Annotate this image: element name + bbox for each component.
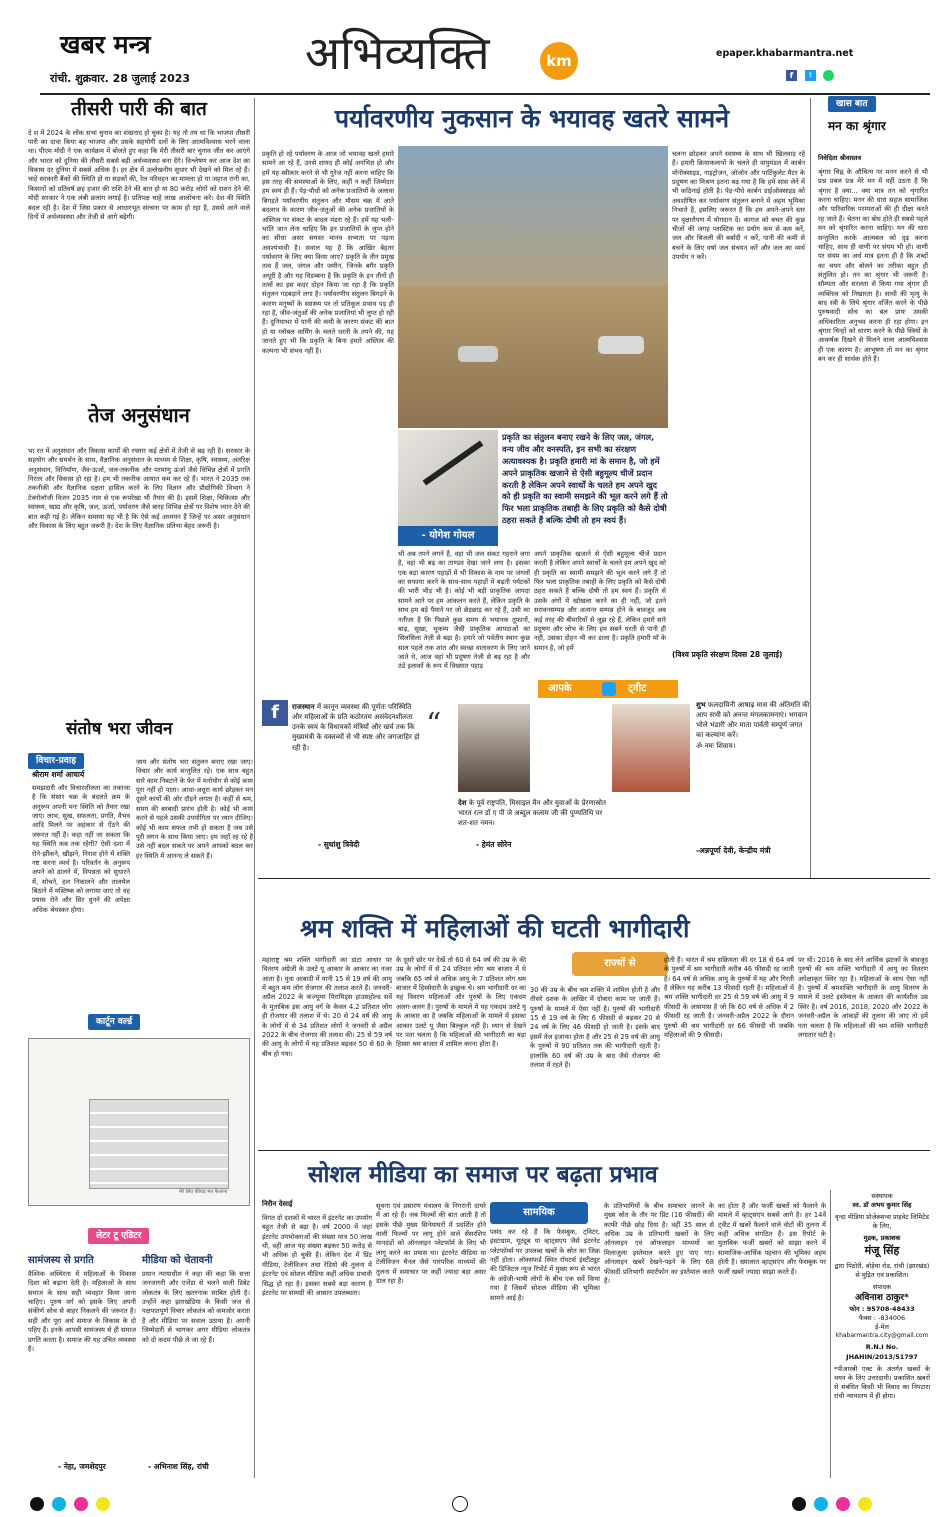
social-tag bbox=[490, 1202, 588, 1224]
car-shape-2 bbox=[598, 336, 644, 354]
whatsapp-icon[interactable] bbox=[823, 70, 834, 81]
reg-dot-black bbox=[30, 1497, 44, 1511]
imprint-email[interactable]: khabarmantra.city@gmail.com bbox=[835, 1332, 929, 1340]
twitter-icon bbox=[602, 682, 616, 696]
imprint-email-label: ई-मेल bbox=[875, 1322, 889, 1331]
social-tag-label: सामयिक bbox=[523, 1207, 555, 1218]
flood-water bbox=[398, 286, 668, 428]
registration-crosshair bbox=[452, 1496, 468, 1512]
sidebar bbox=[814, 96, 930, 876]
main-col-4: चलना छोड़कर अपने स्वास्थ्य के साथ भी खिलवाड़ रहे हैं। हमारी क्रियाकलापों के चलते ही वायुमंडल में कार्बन मोनोक्साइड, नाइट्रोजन, ओजोन और पार्टिकुलेट मैटर के प्रदूषण का मिश्रण इतना बढ़ गया है कि हमें सांस लेने में भी कठिनाई होती है। पेड़-पौधे कार्बन डाईऑक्साइड को अवशोषित कर पर्यावरण संतुलन बनाने में अहम भूमिका निभाते हैं, इसलिए जरूरत है कि हम अपने-अपने स्तर पर वृक्षारोपण में योगदान दें। कागज को बचत की कुछ चीजों की जगह प्लास्टिक का प्रयोग कम से कम करें, जल और बिजली की बर्बादी न करें, पानी की कमी से बचने के लिए वर्षा जल संचयन करें और जल का व्यर्थ उपयोग न करें। bbox=[672, 150, 805, 261]
imprint-editor-label: संपादक bbox=[872, 1283, 892, 1292]
imprint-printer-label: मुद्रक, प्रकाशक bbox=[863, 1234, 901, 1243]
tweet-banner-left: आपके bbox=[548, 683, 572, 694]
women-tag-label: राज्यों से bbox=[604, 958, 636, 969]
imprint bbox=[834, 1192, 930, 1401]
women-rule bbox=[258, 878, 930, 879]
reg-dot-magenta bbox=[74, 1497, 88, 1511]
reg-dot-cyan bbox=[52, 1497, 66, 1511]
letter-2-body: प्रधान न्यायाधीश ने कहा की कहा कि सत्ता जनजागरी और एजेंडा से चलने वाली डिबेट लोकतंत्र के लिए खतरनाक साबित होती है। उन्होंने कहा झारखंडिया के किसी जज से पक्षपातपूर्ण विचार लोकतंत्र को कमजोर करता है और मीडिया पर सवाल उठाया है। अपनी जिम्मेदारी से भागकर अगर मीडिया लोकतंत्र को दो कदम पीछे ले जा रहे हैं। bbox=[142, 1270, 250, 1344]
registration-marks-right bbox=[792, 1497, 880, 1514]
quote-mark: “ bbox=[426, 707, 442, 742]
sidebar-author: निवेदिता श्रीवास्तव bbox=[818, 154, 862, 162]
women-col-5: पर थी। 2016 के बाद लेने आर्थिक झटकों के बावजूद पुरुषों की श्रम शक्ति भागीदारी में आयु का वितरण अपेक्षाकृत स्थिर रहा है। महिलाओं के साथ ऐसा नहीं है। पुरुषों में श्रमशक्ति भागीदारी के आयु वितरण के मामले में उलटे इस्तेमाल के आकार की कार्यशील उम्र स्थिर है। वर्ष 2016, 2018, 2020 और 2022 के जनवरी-अप्रैल के आंकड़ों की तुलना की जाए तो हमें पता चलता है कि महिलाओं की श्रम शक्ति भागीदारी लगातार घटी है। bbox=[798, 956, 928, 1039]
tweet-3-extra: ॐ नमः शिवाय। bbox=[696, 741, 736, 750]
social-col-3: पसंद कर रहे हैं कि फेसबुक, ट्विटर, इंस्टाग्राम, यूट्यूब या व्हाट्सएप जैसे इंटरनेट प्लेटफॉर्म्स पर उपलब्ध खबरें के स्रोत का जिक्र नहीं होता। ऑक्सफर्ड स्थित रॉयटर्स इंस्टीट्यूट की डिजिटल न्यूज रिपोर्ट में मुख्य रूप से भारत के अंग्रेजी-भाषी लोगों के बीच एक सर्वे किया गया है जिसमें सोशल मीडिया की भूमिका सामने आई है। bbox=[490, 1228, 600, 1302]
main-author-bar bbox=[398, 526, 498, 546]
tweet-2-author: - हेमंत सोरेन bbox=[476, 840, 512, 849]
letter-1-body: वैश्विक अस्थिरता में महिलाओं के विकास दिशा को बढ़ाना देती है। महिलाओं के साथ समाज के साथ सही व्यवहार किया जाना चाहिए। पुरुष वर्ग को इसके लिए अपनी संकीर्ण सोच से बाहर निकलने की जरूरत है। सही और पूरा अर्थ समाज के विकास के दो पहिए हैं। इनके आपसी सामंजस्य से ही समाज प्रगति करता है। समाज की यह उचित व्यवस्था है। bbox=[28, 1270, 136, 1353]
imprint-editor: अविनाश ठाकुर* bbox=[855, 1293, 909, 1304]
research-body: भा रत में अनुसंधान और विकास कार्यों की रफ्तार कई क्षेत्रों में तेजी से बढ़ रही है। सरकार के सहयोग और समर्थन के साथ, वैज्ञानिक अनुसंधान के माध्यम से शिक्षा, कृषि, स्वास्थ्य, अंतरिक्ष अनुसंधान, विनिर्माण, जैव-ऊर्जा, जल-तकनीक और परमाणु ऊर्जा जैसे विभिन्न क्षेत्रों में प्रगति निरंतर और विकास हो रहा है। हम भी तकनीक आयात कम कर रहे हैं। भारत ने 2035 तक तकनीकी और वैज्ञानिक दक्षता हासिल करने के लिए विज्ञान और प्रौद्योगिकी विभाग ने टेक्नोलॉजी विजन 2035 नाम से एक रूपरेखा भी तैयार की है। इसमें शिक्षा, चिकित्सा और स्वास्थ्य, खाद्य और कृषि, जल, ऊर्जा, पर्यावरण जैसे बारह विभिन्न क्षेत्रों पर विशेष ध्यान देने की बात कही गई है। लेकिन समस्या यह भी है कि ऐसे कई अध्ययन हैं जिन्हें पर असर अनुसंधान और विकास के लिए बहुत जरूरी है। देश के लिए वैज्ञानिक प्रतिभा बेहद जरूरी है। bbox=[28, 447, 250, 530]
women-col-1: महाराष्ट्र श्रम शक्ति भागीदारी का डाटा आधार पर वितरण अंग्रेजी के उलटे यू आकार के आकार का नजर आता है। युवा आबादी में यानी 15 से 19 वर्ष की आयु में बहुत कम लोग रोजगार की तलाश करते हैं। जनवरी-अप्रैल 2022 के कंज्यूमर पिरामिड्स हाउसहोल्ड सर्वे के मुताबिक इस आयु वर्ग के केवल 4.2 प्रतिशत लोग ही रोजगार की तलाश में थे। 20 से 24 वर्ष की आयु के लोगों में से 34 प्रतिशत लोगों ने जनवरी से अप्रैल 2022 के बीच रोजगार की तलाश की। 25 से 59 वर्ष की आयु के लोगों में यह प्रतिशत बढ़कर 50 से 60 के बीच हो गया। bbox=[262, 956, 392, 1058]
tweet-3-handle: शुभ bbox=[696, 701, 706, 709]
tweet-1-text: में कानून व्यवस्था की पूर्णतः परिस्थिति और महिलाओं के प्रति कठोरतम असंवेदनशीलता उनके स्वयं के विधायकों मंत्रियों और खर्च तक कि मुख्यमंत्री के वक्तव्यों से भी स्पष्ट और जगजाहिर हो रही है। bbox=[292, 703, 420, 752]
social-headline: सोशल मीडिया का समाज पर बढ़ता प्रभाव bbox=[308, 1162, 658, 1188]
santosh-headline: संतोष भरा जीवन bbox=[66, 719, 173, 739]
cartoon-image bbox=[28, 1038, 250, 1206]
research bbox=[28, 395, 250, 715]
letter-2-author: - अभिनाश सिंह, रांची bbox=[148, 1462, 209, 1471]
women-col-3: 30 की उम्र के बीच श्रम शक्ति में शामिल होती है और तीसरे दशक के आखिर में दोबारा काम पर जाती हैं। पुरुषों के मामले में ऐसा नहीं है। पुरुषों की भागीदारी 15 से 19 वर्ष के लिए 6 फीसदी से बढ़कर 20 से 24 वर्ष के लिए 46 फीसदी हो जाती है। इसके बाद इसमें तेज इजाफा होता है और 25 से 29 वर्ष की आयु के पुरुषों में 90 प्रतिशत तक की भागीदारी रहती है। हालांकि 60 वर्ष की उम्र के बाद जैसे रोजगार की तलाश में रहते हैं। bbox=[530, 986, 660, 1069]
reg-dot-black bbox=[792, 1497, 806, 1511]
pull-quote: प्रकृति का संतुलन बनाए रखने के लिए जल, जंगल, वन्य जीव और वनस्पति, इन सभी का संरक्षण अत्यावश्यक है। प्रकृति हमारी मां के समान है, जो हमें अपने प्राकृतिक खजाने से ऐसी बहुमूल्य चीजें प्रदान करती है लेकिन अपने स्वार्थों के चलते हम अपने खुद को ही प्रकृति का स्वामी समझने की भूल करने लगे हैं तो फिर भला प्राकृतिक तबाही के लिए प्रकृति को कैसे दोषी ठहरा सकते हैं बल्कि दोषी तो हम स्वयं हैं। bbox=[502, 432, 668, 526]
facebook-icon: f bbox=[262, 700, 288, 726]
tweet-2-photo bbox=[458, 704, 530, 792]
tweet-3-photo bbox=[612, 704, 690, 792]
lead-left bbox=[28, 97, 250, 411]
paper-name: खबर मन्त्र bbox=[60, 30, 151, 59]
tweet-3-author: -अन्नपूर्णा देवी, केन्द्रीय मंत्री bbox=[696, 846, 771, 855]
cartoon-caption: मेरे लिए कीचड़ मत फैलाना bbox=[179, 1189, 228, 1195]
tweet-2-text: के पूर्व राष्ट्रपति, मिसाइल मैन और युवाओं के प्रेरणास्रोत भारत रत्न डॉ ए पी जे अब्दुल कलाम जी की पुण्यतिथि पर शत-शत नमन। bbox=[458, 799, 606, 828]
tweet-3 bbox=[696, 700, 810, 751]
flood-photo bbox=[398, 146, 668, 428]
epaper-url[interactable]: epaper.khabarmantra.net bbox=[716, 48, 854, 59]
imprint-fax: फैक्स : -834006 bbox=[858, 1313, 906, 1322]
main-col-3: अपने प्राकृतिक खजाने से ऐसी बहुमूल्य चीजें प्रदान करती है लेकिन अपने स्वार्थों के चलते हम अपने खुद को ही प्रकृति का स्वामी समझने की भूल करने लगे हैं तो फिर भला प्राकृतिक तबाही के लिए प्रकृति को कैसे दोषी ठहरा सकते हैं बल्कि दोषी तो हम स्वयं हैं। प्रकृति से उसके अंगों में खोखला करने का ही नहीं, जो इतने सरावनसम्पन्न और अत्यन्त सम्पन्न होने के बावजूद अब कई तरह की बीमारियों से जूझ रहे हैं, लेकिन हमारे सारे प्रदूषण और लोभ के लिए हम सबने धरती से पानी ही नहीं, उसका दोहन भी कर डाला है। प्रकृति हमारी माँ के समान है, जो हमें bbox=[534, 550, 666, 652]
registration-marks-left bbox=[30, 1497, 118, 1514]
logo-icon bbox=[540, 42, 578, 80]
reg-dot-magenta bbox=[836, 1497, 850, 1511]
letters bbox=[28, 1228, 250, 1478]
women-headline: श्रम शक्ति में महिलाओं की घटती भागीदारी bbox=[300, 914, 690, 943]
imprint-publisher: वृन्दा मीडिया प्रोजेक्शन्स प्राइवेट लिमिटेड के लिए, bbox=[835, 1213, 929, 1231]
tweet-banner-right: ट्वीट bbox=[628, 683, 647, 694]
social-col-4: के प्रतिभागियों के बीच समाचार जानने के मुख्य स्रोत के तौर पर प्रिंट (16 फीसदी) की काफी पीछे छोड़ दिया है। वहीं 35 साल से अधिक उम्र के प्रतिभागी खबरों के लिए ऑनलाइन एवं ऑफलाइन माध्यमों का मिलाजुला इस्तेमाल करते हुए पाए गए। ऑनलाइन खबरें देखने-पढ़ने के लिए 68 फीसदी प्रतिभागी स्मार्टफोन का इस्तेमाल करते हैं। bbox=[604, 1202, 714, 1285]
santosh-body-2: जाय और संतोष भरा संतुलन बनाए रखा जाए। विचार और कार्य सन्तुलित रहे। एक साथ बहुत सारे काम निबटाने के फेर में मनोयोग से कोई काम पूरा नहीं हो पाता। आधा-अधूरा कार्य छोड़कर मन दूसरे कार्यों की ओर दौड़ने लगता है। कहीं से श्रम, समय की बरबादी प्रारंभ होती है। कोई भी काम करने से पहले उसकी उपयोगिता पर ध्यान दीजिए। कोई भी काम सफल तभी हो सकता है जब उसे पूरी लगन के साथ किया जाए। हम जहाँ रह रहे हैं उसे नहीं बदल सकते पर अपने आपको बदल कर हर स्थिति में आनन्द ले सकते हैं। bbox=[136, 758, 253, 860]
left-divider bbox=[254, 98, 255, 1478]
letters-tag: लेटर टू एडिटर bbox=[88, 1228, 149, 1244]
lead-left-headline: तीसरी पारी की बात bbox=[71, 98, 207, 120]
social-col-2: सूचना एवं प्रसारण मंत्रालय के निगरानी दायरे में आ रहे हैं। जब फिल्मों की बात आती है तो इसके पीछे मुख्य सिनेमाघरों में प्रदर्शित होने वाली फिल्मों पर लागू होने वाले सेंसरशिप मानदंडों को ऑनलाइन प्लेटफॉर्म के लिए भी लागू करने का प्रयास था। इंटरनेट मीडिया या टेलीविजन चैनल जैसे पारंपरिक माध्यमों की तुलना में समाचार पर कहीं ज्यादा बड़ा असर डाल रहा है। bbox=[376, 1202, 486, 1285]
main-author: - योगेश गोयल bbox=[421, 530, 475, 541]
women-tag bbox=[572, 952, 668, 976]
santosh-body-1: समझदारी और विचारशीलता का तकाजा है कि संसार चक्र के बदलते क्रम के अनुरूप अपनी मनः स्थिति को तैयार रखा जाए। लाभ, सुख, सफलता, प्रगति, वैभव आदि मिलने पर अहंकार से ऐंठने की जरूरत नहीं है। कहा नहीं जा सकता कि यह स्थिति कब तक रहेगी? ऐसी दशा में रोने-झींकने, खीझने, निराश होने में शक्ति नष्ट करना व्यर्थ है। परिवर्तन के अनुरूप अपने को ढालने में, विपन्नता को सुधारने में, सोचने, हल निकालने और तालमेल बिठाने में मस्तिष्क को लगाया जाए तो वह प्रयास रोने और सिर धुनने की अपेक्षा अधिक श्रेयस्कर होगा। bbox=[32, 784, 130, 914]
logo-letters: km bbox=[546, 52, 572, 70]
social-col-5: का होता है और फर्जी खबरों को फैलाने के मामले में व्हाट्सएप सबसे आगे है। हर 14वें ट्वीट में खबरें फैलाने वाले वोटों की तुलना में कहीं अधिक संगठित हैं। इस रिपोर्ट के मुताबिक फर्जी खबरों को साझा करने में सामाजिक-आर्थिक पहचान की भूमिका अहम होती है। ख्यालात व्हाट्सएप और फेसबुक पर फर्जी खबरें ज्यादा साझा करते हैं। bbox=[718, 1202, 826, 1276]
imprint-divider bbox=[830, 1190, 831, 1478]
tweet-3-text: फलदायिनी आषाढ़ मास की अंतिमति की आप सभी को अनन्त मंगलकामनाएं। भगवान भोले भंडारी और माता पार्वती सम्पूर्ण जगत का कल्याण करें। bbox=[696, 701, 810, 740]
letter-1-author: - नेहा, जमशेदपुर bbox=[58, 1462, 106, 1471]
tweet-2 bbox=[458, 798, 608, 828]
masthead bbox=[0, 0, 945, 95]
staircase-shape bbox=[89, 1099, 229, 1189]
car-shape bbox=[458, 346, 498, 362]
pen-icon bbox=[423, 440, 484, 485]
twitter-icon[interactable]: t bbox=[805, 70, 816, 81]
reg-dot-yellow bbox=[96, 1497, 110, 1511]
social-author: निरीन देसाई bbox=[262, 1200, 293, 1208]
main-credit: (विश्व प्रकृति संरक्षण दिवस 28 जुलाई) bbox=[672, 650, 783, 659]
right-divider bbox=[810, 98, 811, 878]
sidebar-tag: खास बात bbox=[828, 96, 876, 112]
imprint-rni: R.N.I No. bbox=[865, 1343, 899, 1352]
cartoon bbox=[28, 1012, 250, 1208]
vichar-tag: विचार-प्रवाह bbox=[28, 753, 84, 769]
imprint-rni-no: JHAHIN/2013/51797 bbox=[846, 1352, 918, 1361]
tweet-banner bbox=[538, 680, 678, 698]
research-headline: तेज अनुसंधान bbox=[88, 403, 190, 427]
cartoon-tag: कार्टून वर्ल्ड bbox=[88, 1014, 140, 1030]
santosh bbox=[28, 718, 253, 914]
facebook-icon[interactable]: f bbox=[786, 70, 797, 81]
sidebar-body: श्रृंगार चिह्न के औचित्य पर मनन करने से भी प्रश्न प्रबल प्रश्न मेरे मन में वहीं उठता है कि श्रृंगार है क्या... क्या मात्र तन को शृंगारित करना चाहिए। मनन की धारा सहज सामाजिक और पारिवारिक परम्पराओं की ही दीक्षा करते रह जाते हैं। चेतना का बोध होते ही सबसे पहले मन को श्रृंगारित करना चाहिए। मन की धारा सन्तुलित करके आत्मबल को दृढ़ करना चाहिए, साथ ही वाणी पर संयम भी हो। वाणी पर संयम का अर्थ मात्र इतना ही है कि शब्दों का चयन और बोलने का तरीका बहुत ही संतुलित हो। तन का श्रृंगार भी जरूरी है। सौम्यता और सरलता से किया गया श्रृंगार ही व्यक्तित्व को निखारता है। साथी की मृत्यु के बाद स्त्री के लिये श्रृंगार वर्जित करने के पीछे पुरुषवादी सोच का बल प्रायः उसकी अधिकारिता अनुभव करना ही रहा होगा। इन श्रृंगार चिन्हों को धारण करने के पीछे स्त्रियों के आकर्षक दिखने से मिलने वाला आत्मविश्वास ही एक कारण है। आभूषण तो मन का श्रृंगार बन कर ही सार्थक होते हैं। bbox=[818, 168, 928, 364]
santosh-author: श्रीराम शर्मा आचार्य bbox=[32, 770, 85, 779]
imprint-note: *पीआरबी एक्ट के अंतर्गत खबरों के चयन के लिए उत्तरदायी। प्रकाशित खबरों से संबंधित किसी भी विवाद का निपटारा रांची न्यायालय में ही होगा। bbox=[834, 1364, 930, 1400]
imprint-label: संस्थापक bbox=[871, 1192, 893, 1200]
imprint-founder: स्व. डॉ अभय कुमार सिंह bbox=[852, 1201, 912, 1210]
women-col-4: होती हैं। भारत में श्रम सक्रियता की दर 18 से 64 वर्ष के पुरुषों में श्रम भागीदारी करीब 46 फीसदी रह जाती है। 64 वर्ष से अधिक आयु के पुरुषों में यह और गिरती है लेकिन यह करीब 13 फीसदी रहती है। महिलाओं में श्रम शक्ति भागीदारी दर 25 से 59 वर्ष की आयु में 9 फीसदी के आसपास है जो कि 60 वर्ष से अधिक में 2 फीसदी रह जाती है। जनवरी-अप्रैल 2022 के दौरान पुरुषों की श्रम भागीदारी दर 66 फीसदी थी जबकि महिलाओं की 9 फीसदी। bbox=[664, 956, 794, 1039]
pen-photo bbox=[398, 430, 498, 526]
dateline: रांची. शुक्रवार. 28 जुलाई 2023 bbox=[50, 72, 191, 85]
letter-2-headline: मीडिया को चेतावनी bbox=[142, 1255, 213, 1266]
tweet-2-handle: देश bbox=[458, 799, 467, 807]
main-col-2: भी अब तपने लगने हैं, वहां भी जल संकट गहराने लगा है, वहां भी बढ़ का ताण्डव देखा जाने लगा है। इसका एक बड़ा कारण पहाड़ों में भी विकास के नाम पर जंगलों का सफाया करने के साथ-साथ पहाड़ों में बढ़ती पर्यटकों की भारी भीड़ भी है। कोई भी बड़ी प्राकृतिक आपदा सामने आने पर हम आंकलन करते हैं, लेकिन प्रकृति के साथ हम बड़े पैमाने पर जो छेड़छाड़ कर रहे हैं, उसी का नतीजा है कि पिछले कुछ समय से भयानक तूफानों, बाढ़, सूखा, भूकम्प जैसी प्राकृतिक आपदाओं का सिलसिला तेज़ी से बढ़ा है। हमारे जो पर्वतीय स्थान कुछ साल पहले तक शांत और स्वच्छ वातावरण के लिए जाने जाते थे, आज वहां भी प्रदूषण तेजी से बढ़ रहा है और ठंडे इलाकों के रूप में विख्यात पहाड़ bbox=[398, 550, 530, 670]
section-title: अभिव्यक्ति bbox=[305, 26, 490, 80]
imprint-phone: फोन : 95708-48433 bbox=[849, 1304, 915, 1313]
lead-left-body: दे श में 2024 के लोक सभा चुनाव का शंखनाद हो चुका है। यह तो तय था कि भाजपा तीसरी पारी का दावा किया बह भाजपा और उसके सहयोगी दलों के लिए आत्मविश्वास भरने वाला था। पीएम मोदी ने एक कार्यक्रम में बोलते हुए कहा कि मेरी तीसरी बार चुनाव जीत कर आएंगे और भारत को दुनिया की तीसरी सबसे बड़ी अर्थव्यवस्था बना देंगे। विश्लेषण कर आज देश का विकास दर दुनिया में सबसे अधिक है। हर क्षेत्र में उल्लेखनीय सुधार भी देखने को मिल रहे हैं। चाहे सरकारी बैंकों की स्थिति हो या सड़कों की, रेल परिवहन का मामला हो या जहाज रानी का, किसानों को प्रतिवर्ष छह हजार की राशि देने की बात हो या 80 करोड़ लोगों को राशन देने की मोदी सरकार ने एक लंबी छलांग लगाई है। प्रतिपक्ष चाहे लाख आलोचना करे। देश की स्थिति बदल रही है। देश में जिस प्रकार से आधारभूत संरचना पर काम हो रहा है, उससे आने वाले दिनों में अर्थव्यवस्था और तेजी से आगे बढ़ेगी। bbox=[28, 128, 250, 221]
social-rule bbox=[258, 1150, 930, 1151]
tweet-1-author: - सुधांशु त्रिवेदी bbox=[318, 840, 360, 849]
imprint-address: द्वारा पिठोरी, बोड़ेया रोड, रांची (झारखंड) से मुद्रित एवं प्रकाशित। bbox=[834, 1261, 930, 1279]
main-col-1: प्रकृति हो रहे पर्यावरण के आज जो भयावह खतरे हमारे सामने आ रहे हैं, उनसे शायद ही कोई अनभिज्ञ हो और हमें यह स्वीकार करने से भी गुरेज नहीं करना चाहिए कि इस तरह की समस्याओं के लिए, कहीं न कहीं जिम्मेदार हम स्वयं ही हैं। पेड़-पौधों को अनेक प्रजातियों के अलावा बिगड़ते पर्यावरणीय संतुलन और मौसम चक्र में आते बदलाव के कारण जीव-जंतुओं की अनेक प्रजातियों के अस्तित्व पर संकट के बादल मंडरा रहे हैं। हमें यह भली-भांति जान लेना चाहिए कि इन प्रजातियों के लुप्त होने का सीधा असर समस्त मानव सभ्यता पर पड़ना अवश्यंभावी है। सवाल यह है कि आखिर बेहतर पर्यावरण के लिए क्या किया जाए? प्रकृति के तीन प्रमुख तत्व हैं जल, जंगल और जमीन, जिनके बगैर प्रकृति अधूरी है और यह विडम्बना है कि प्रकृति के इन तीनों ही तत्वों का इस कदर दोहन किया जा रहा है कि प्रकृति संतुलन गड़बड़ाने लगा है। पर्यावरणीय संतुलन बिगड़ने के कारण मनुष्यों के स्वास्थ्य पर तो प्रतिकूल प्रभाव पड़ ही रहा है, जीव-जंतुओं की अनेक प्रजातियां भी लुप्त हो रही हैं। दुनियाभर में पानी की कमी के कारण संकट की बात हो या ग्लोबल वार्मिंग के चलते धरती के तपने की, यह जानते हुए भी कि प्रकृति के बिना हमारे अस्तित्व की कल्पना भी संभव नहीं है। bbox=[262, 150, 394, 355]
sidebar-headline: मन का श्रृंगार bbox=[828, 119, 886, 133]
main-headline: पर्यावरणीय नुकसान के भयावह खतरे सामने bbox=[334, 104, 730, 133]
social-col-1: विगत दो दशकों में भारत में इंटरनेट का उपयोग बहुत तेजी से बढ़ा है। वर्ष 2000 में जहां इंटरनेट उपभोक्ताओं की संख्या मात्र 50 लाख थी, वहीं आज यह संख्या बढ़कर 50 करोड़ से भी अधिक हो चुकी है। लेकिन देश में प्रिंट मीडिया, टेलीविजन तथा रेडियो की तुलना में इंटरनेट एवं सोशल मीडिया कहीं अधिक प्रभावी सिद्ध हो रहा है। इसका सबसे बड़ा कारण है इंटरनेट पर सामग्री की आसान उपलब्धता। bbox=[262, 1214, 372, 1297]
tweet-1-handle: राजस्थान bbox=[292, 703, 315, 711]
reg-dot-yellow bbox=[858, 1497, 872, 1511]
imprint-printer: मंजू सिंह bbox=[864, 1244, 900, 1258]
women-col-2: के दूसरे छोर पर देखें तो 60 से 64 वर्ष की उम्र के की उम्र के लोगों में से 24 प्रतिशत लोग श्रम बाजार में थे जबकि 65 वर्ष से अधिक आयु के 7 प्रतिशत लोग श्रम बाजार में हिस्सेदारी के इच्छुक थे। श्रम भागीदारी दर का यह विवरण महिलाओं और पुरुषों के लिए एकदम अलग-अलग है। पुरुषों के मामले में यह एकदम उलटे यू के आकार का है जबकि महिलाओं के मामले में इसका आकार उलटे यू जैसा बिल्कुल नहीं है। ध्यान से देखने पर पता चलता है कि महिलाओं की भागीदारी का बड़ा हिस्सा श्रम बाजार में शामिल करना होता है। bbox=[396, 956, 526, 1049]
reg-dot-cyan bbox=[814, 1497, 828, 1511]
letter-1-headline: सामंजस्य से प्रगति bbox=[28, 1255, 94, 1266]
masthead-rule bbox=[40, 93, 930, 95]
tweet-1 bbox=[292, 702, 422, 753]
tweets bbox=[258, 680, 810, 862]
